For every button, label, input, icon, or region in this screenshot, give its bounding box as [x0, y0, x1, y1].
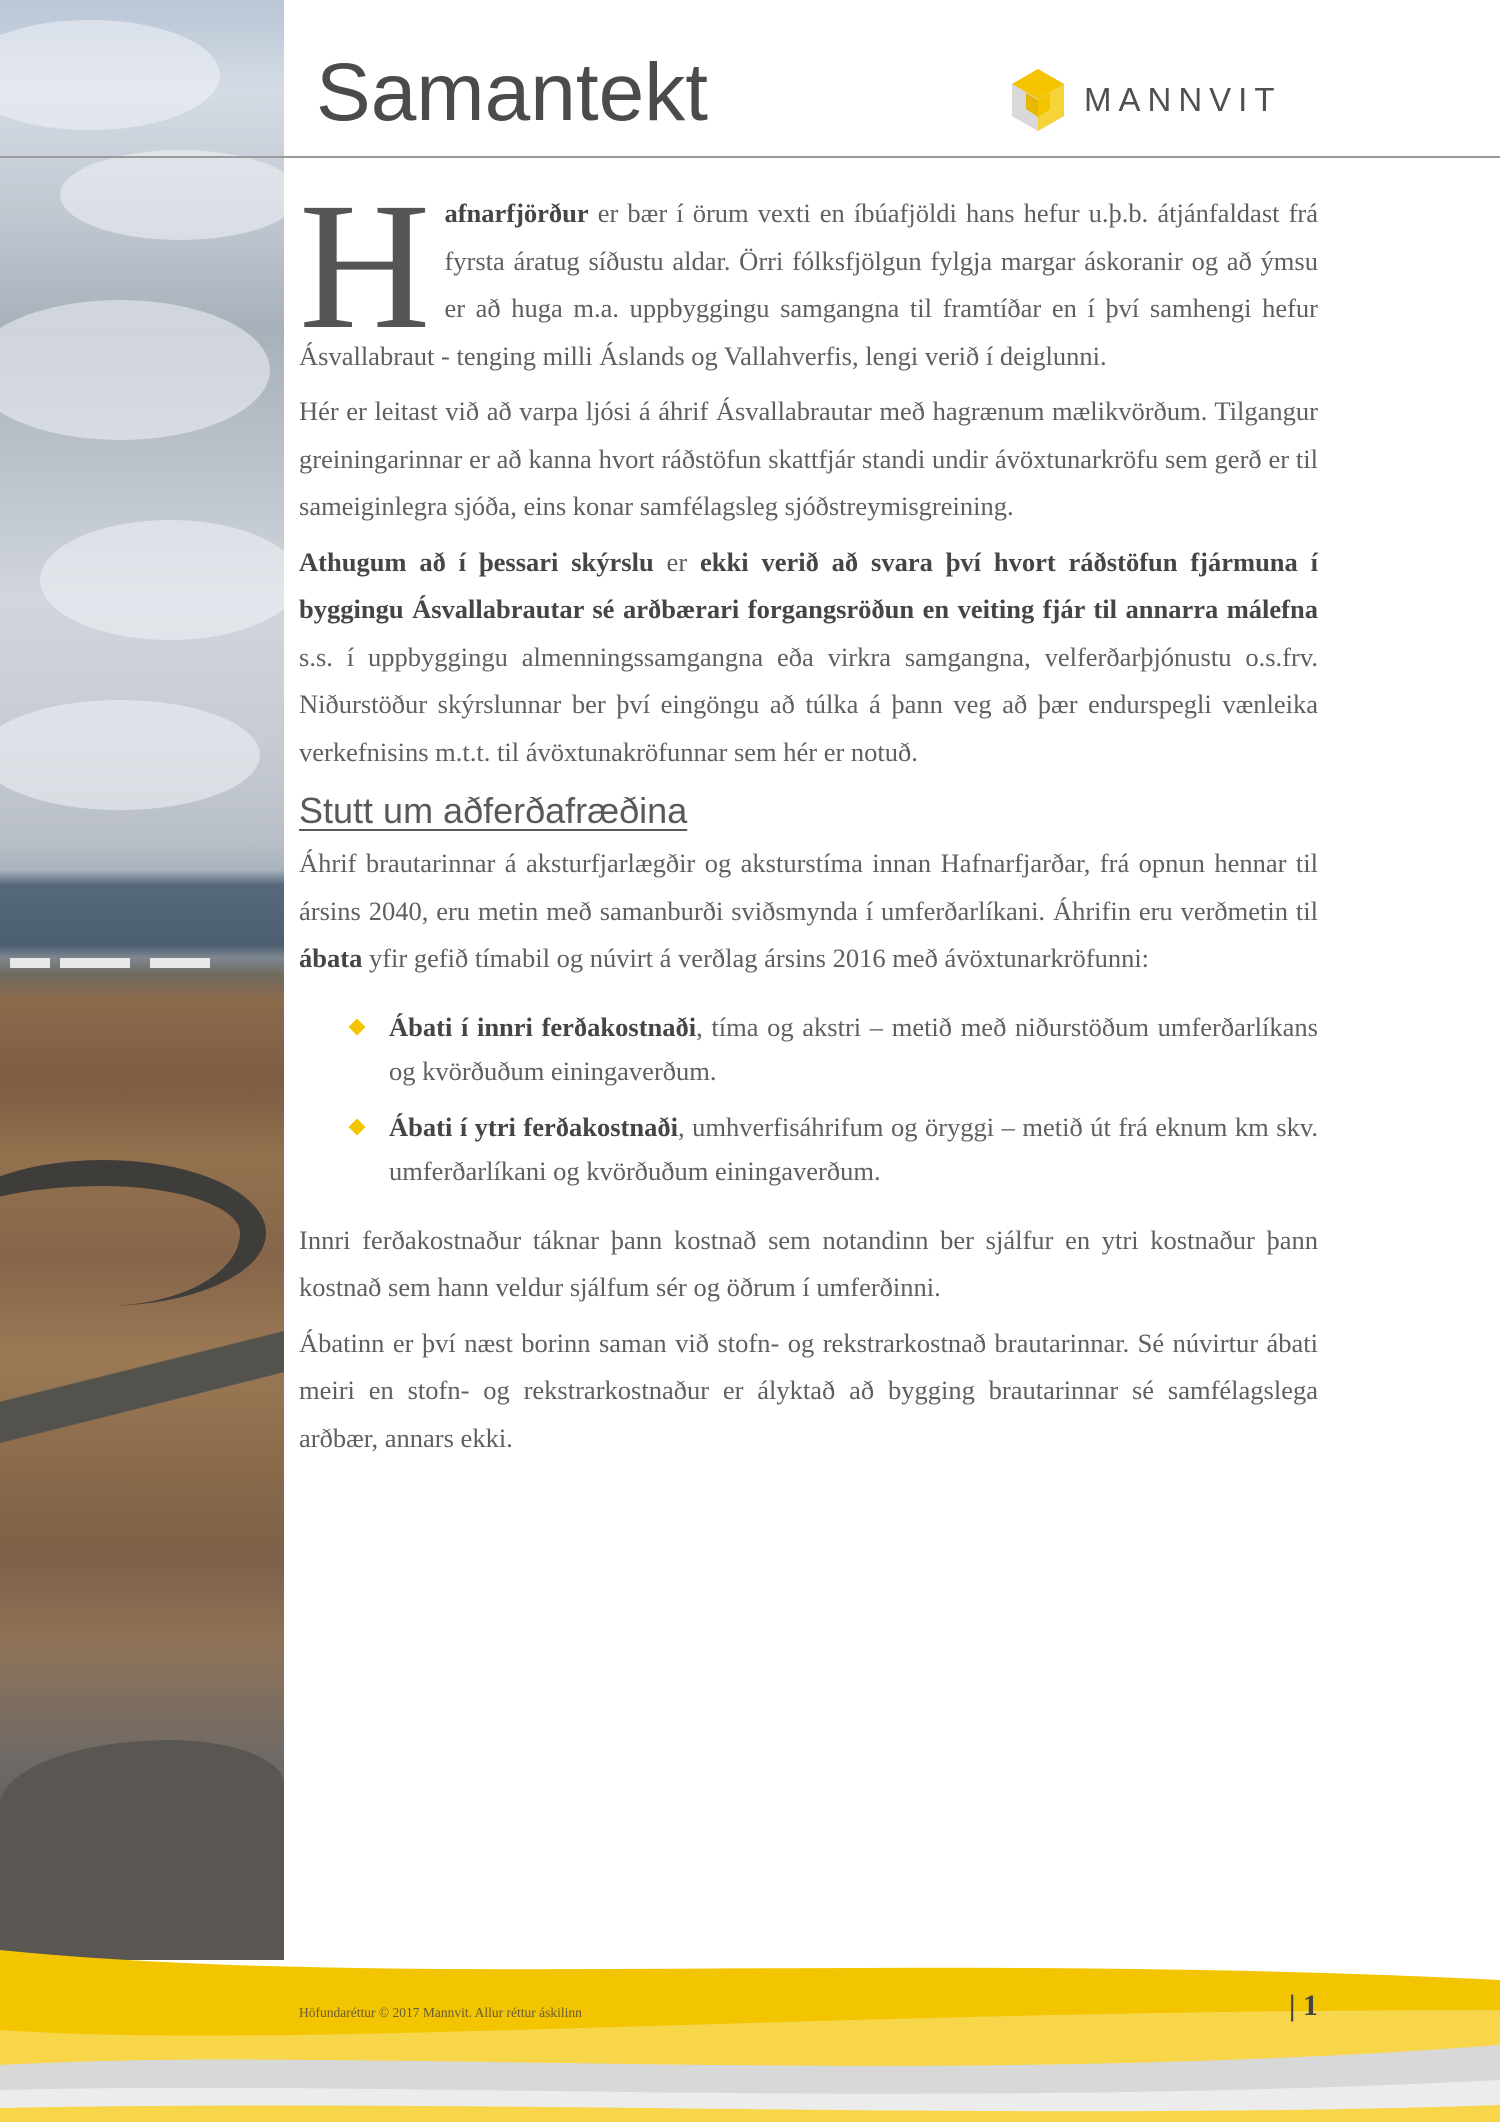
mannvit-hexagon-logo-icon [1008, 67, 1068, 133]
list-item-bold: Ábati í innri ferðakostnaði [389, 1011, 697, 1042]
mannvit-logo [1008, 64, 1282, 136]
list-item-bold: Ábati í ytri ferðakostnaði [389, 1111, 678, 1142]
drop-cap: H [299, 166, 431, 367]
method-text-b: yfir gefið tímabil og núvirt á verðlag ársins 2016 með ávöxtunarkröfunni: [362, 943, 1150, 973]
diamond-bullet-icon [349, 1018, 366, 1035]
section-heading: Stutt um aðferðafræðina [299, 790, 688, 831]
list-item-text: , umhverfisáhrifum og öryggi – metið út frá eknum km skv. umferðarlíkani og kvörðuðum einingaverðum. [389, 1111, 1318, 1186]
note-bold-1: Athugum að í þessari skýrslu [299, 546, 654, 577]
list-item-text: , tíma og akstri – metið með niðurstöðum umferðarlíkans og kvörðuðum einingaverðum. [389, 1011, 1318, 1086]
paragraph-3 [299, 539, 1318, 777]
note-bold-2: ekki verið að svara því hvort ráðstöfun fjármuna í byggingu Ásvallabrautar sé arðbærari forgangsröðun en veiting fjár til annarra málefna [299, 546, 1319, 624]
method-paragraph-3: Ábatinn er því næst borinn saman við stofn- og rekstrarkostnað brautarinnar. Sé núvirtur ábati meiri en stofn- og rekstrarkostnaður er ályktað að bygging brautarinnar sé samfélagslega arðbær, annars ekki. [299, 1327, 1318, 1453]
method-paragraph-2: Innri ferðakostnaður táknar þann kostnað sem notandinn ber sjálfur en ytri kostnaður þann kostnað sem hann veldur sjálfum sér og öðrum í umferðinni. [299, 1224, 1318, 1302]
paragraph-2: Hér er leitast við að varpa ljósi á áhrif Ásvallabrautar með hagrænum mælikvörðum. Tilgangur greiningarinnar er að kanna hvort ráðstöfun skattfjár standi undir ávöxtunarkröfu sem gerð er til sameiginlegra sjóða, eins konar samfélagsleg sjóðstreymisgreining. [299, 396, 1318, 521]
method-text-a: Áhrif brautarinnar á aksturfjarlægðir og aksturstíma innan Hafnarfjarðar, frá opnun hennar til ársins 2040, eru metin með samanburði sviðsmynda í umferðarlíkani. Áhrifin eru verðmetin til [299, 848, 1318, 926]
landscape-photo [0, 0, 284, 1960]
benefit-list [299, 1005, 1318, 1193]
page-number: | 1 [1288, 1989, 1318, 2022]
main-content [299, 166, 1319, 1470]
method-paragraph-1 [299, 840, 1318, 983]
diamond-bullet-icon [349, 1118, 366, 1135]
intro-text: er bær í örum vexti en íbúafjöldi hans hefur u.þ.b. átjánfaldast frá fyrsta áratug síðustu aldar. Örri fólksfjölgun fylgja margar áskoranir og að ýmsu er að huga m.a. uppbyggingu samgangna til framtíðar en í því samhengi hefur Ásvallabraut - tenging milli Áslands og Vallahverfis, lengi verið í deiglunni. [299, 198, 1318, 371]
note-text: s.s. í uppbyggingu almenningssamgangna eða virkra samgangna, velferðarþjónustu o.s.frv. Niðurstöður skýrslunnar ber því eingöngu að túlka á þann veg að þær endurspegli vænleika verkefnisins m.t.t. til ávöxtunakröfunnar sem hér er notuð. [299, 641, 1318, 767]
list-item [299, 1105, 1318, 1193]
page-title: Samantekt [316, 47, 708, 138]
method-bold: ábata [299, 943, 363, 973]
footer-copyright: Höfundaréttur © 2017 Mannvit. Allur réttur áskilinn [299, 2005, 582, 2020]
intro-bold: afnarfjörður [444, 198, 589, 228]
logo-wordmark: MANNVIT [1084, 81, 1282, 118]
list-item [299, 1005, 1318, 1093]
footer-swoosh [0, 1940, 1500, 2122]
header-rule [0, 156, 1500, 158]
intro-paragraph [299, 166, 1318, 380]
note-text-mid: er [653, 546, 700, 577]
